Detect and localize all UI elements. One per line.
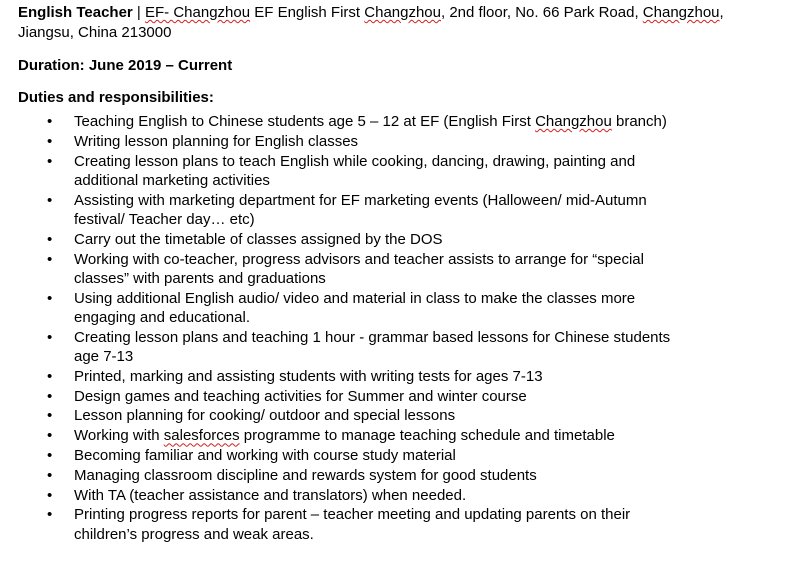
duty-item: • Working with salesforces programme to manage teaching schedule and timetable (0, 426, 694, 445)
duty-item: • Working with co-teacher, progress advisors and teacher assists to arrange for “special classes” with parents and graduations (0, 250, 694, 289)
company-name: EF- Changzhou (145, 4, 251, 21)
address-part-2: , 2nd floor, No. 66 Park Road, (441, 4, 643, 21)
address-part-3: , Jiangsu, China 213000 (18, 4, 724, 41)
duty-item: • Design games and teaching activities for Summer and winter course (0, 387, 694, 406)
address-city-1: Changzhou (364, 4, 441, 21)
duration-line: Duration: June 2019 – Current (18, 57, 233, 74)
duty-item: • Assisting with marketing department for EF marketing events (Halloween/ mid-Autumn festival/ Teacher day… etc) (0, 191, 694, 230)
duty-item: • Printed, marking and assisting students with writing tests for ages 7-13 (0, 367, 694, 386)
duty-item: • Managing classroom discipline and rewards system for good students (0, 466, 694, 485)
duty-item: • Using additional English audio/ video and material in class to make the classes more engaging and educational. (0, 289, 694, 328)
duty-item: • With TA (teacher assistance and translators) when needed. (0, 486, 694, 505)
duty-item: • Writing lesson planning for English classes (0, 132, 694, 151)
duty-item: • Creating lesson plans to teach English while cooking, dancing, drawing, painting and additional marketing activities (0, 152, 694, 191)
address-city-2: Changzhou (642, 4, 720, 21)
spellcheck-word: salesforces (163, 427, 240, 445)
job-header (18, 3, 758, 43)
header-separator: | (132, 4, 145, 21)
duty-item: • Printing progress reports for parent – teacher meeting and updating parents on their children’s progress and weak areas. (0, 505, 694, 544)
duties-heading: Duties and responsibilities: (18, 89, 214, 106)
duty-item: • Creating lesson plans and teaching 1 hour - grammar based lessons for Chinese students age 7-13 (0, 328, 694, 367)
duty-item: • Carry out the timetable of classes assigned by the DOS (0, 230, 694, 249)
duty-item: • Becoming familiar and working with course study material (0, 446, 694, 465)
address-part-1: EF English First (250, 4, 365, 21)
job-role: English Teacher (18, 4, 133, 21)
duty-item: • Lesson planning for cooking/ outdoor and special lessons (0, 406, 694, 425)
duty-item: • Teaching English to Chinese students age 5 – 12 at EF (English First Changzhou branch) (0, 112, 694, 131)
duties-list (0, 112, 791, 545)
spellcheck-word: Changzhou (535, 113, 612, 130)
